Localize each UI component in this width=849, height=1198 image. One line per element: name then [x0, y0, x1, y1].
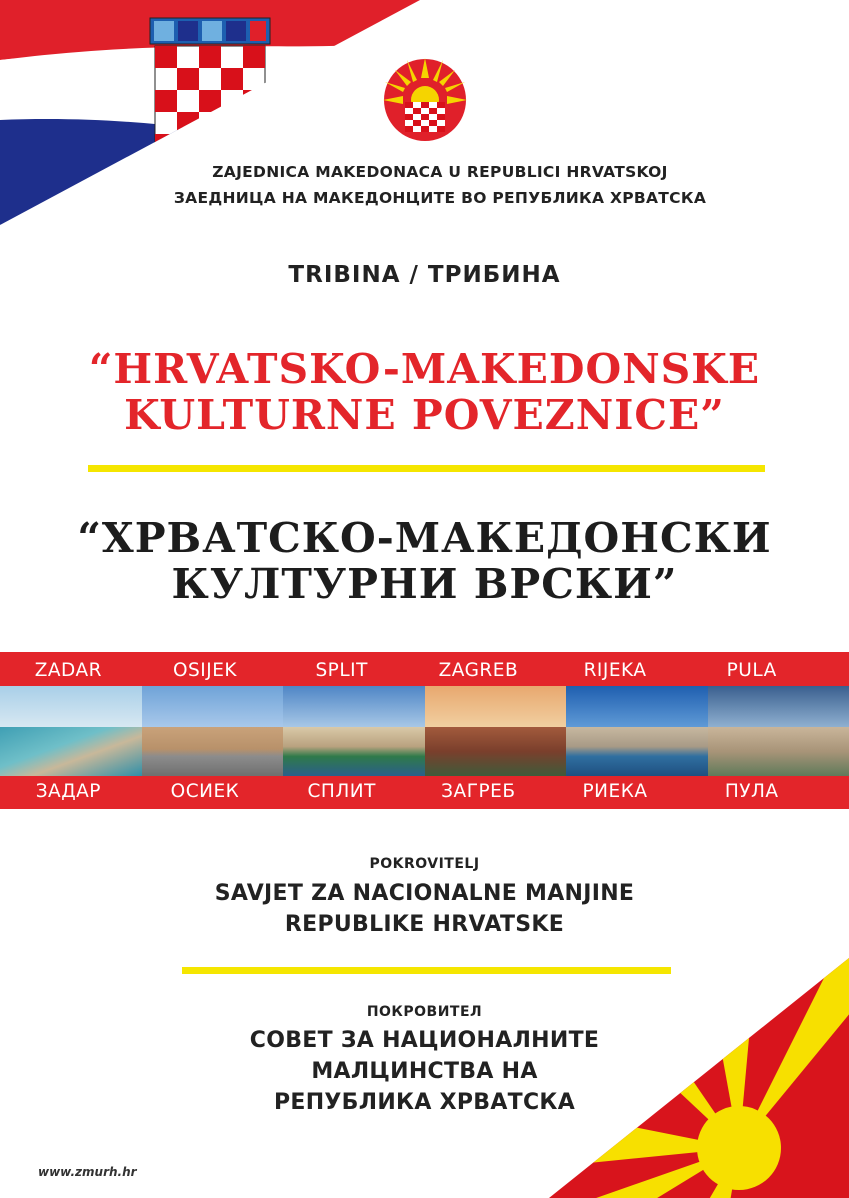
sponsor-line: REPUBLIKE HRVATSKE: [284, 912, 565, 937]
city-photos-strip: [0, 686, 849, 776]
rijeka-photo: [566, 686, 708, 776]
city-label: ПУЛА: [724, 781, 779, 802]
title-latin-line1: “HRVATSKO-MAKEDONSKE: [88, 345, 761, 393]
city-label: RIJEKA: [583, 660, 647, 681]
website-url: www.zmurh.hr: [38, 1165, 137, 1179]
sponsor-label-cyrillic: ПОКРОВИТЕЛ: [366, 1004, 483, 1020]
event-type-heading: TRIBINA / ТРИБИНА: [288, 262, 561, 288]
sponsor-label-latin: POKROVITELJ: [369, 856, 480, 872]
city-names-latin-band: [0, 652, 849, 689]
city-label: ZAGREB: [438, 660, 519, 681]
title-cyrillic-line2: КУЛТУРНИ ВРСКИ”: [171, 560, 678, 608]
sponsor-name-cyrillic: [0, 1025, 849, 1118]
city-label: PULA: [726, 660, 777, 681]
title-cyrillic: [0, 515, 849, 607]
city-label: ЗАГРЕБ: [441, 781, 516, 802]
city-label: SPLIT: [315, 660, 368, 681]
city-label: ZADAR: [34, 660, 102, 681]
city-label: РИЕКА: [582, 781, 648, 802]
organization-logo: [383, 58, 467, 142]
title-latin: [0, 346, 849, 438]
city-label: СПЛИТ: [307, 781, 376, 802]
sponsor-line: СОВЕТ ЗА НАЦИОНАЛНИТЕ: [249, 1028, 600, 1053]
organization-name-cyrillic: ЗАЕДНИЦА НА МАКЕДОНЦИТЕ ВО РЕПУБЛИКА ХРВАТСКА: [173, 189, 707, 207]
split-photo: [283, 686, 425, 776]
zagreb-photo: [425, 686, 567, 776]
sponsor-line: РЕПУБЛИКА ХРВАТСКА: [273, 1090, 576, 1115]
sponsor-line: SAVJET ZA NACIONALNE MANJINE: [214, 881, 635, 906]
title-latin-line2: KULTURNE POVEZNICE”: [124, 391, 725, 439]
city-label: ОСИЕК: [170, 781, 240, 802]
city-names-cyrillic-band: [0, 776, 849, 809]
city-label: OSIJEK: [172, 660, 238, 681]
yellow-divider: [88, 465, 765, 472]
osijek-photo: [142, 686, 284, 776]
city-label: ЗАДАР: [35, 781, 101, 802]
sponsor-line: МАЛЦИНСТВА НА: [311, 1059, 538, 1084]
sponsor-name-latin: [0, 878, 849, 940]
zadar-photo: [0, 686, 142, 776]
pula-photo: [708, 686, 849, 776]
organization-name-latin: ZAJEDNICA MAKEDONACA U REPUBLICI HRVATSKOJ: [212, 163, 668, 181]
title-cyrillic-line1: “ХРВАТСКО-МАКЕДОНСКИ: [77, 514, 772, 562]
